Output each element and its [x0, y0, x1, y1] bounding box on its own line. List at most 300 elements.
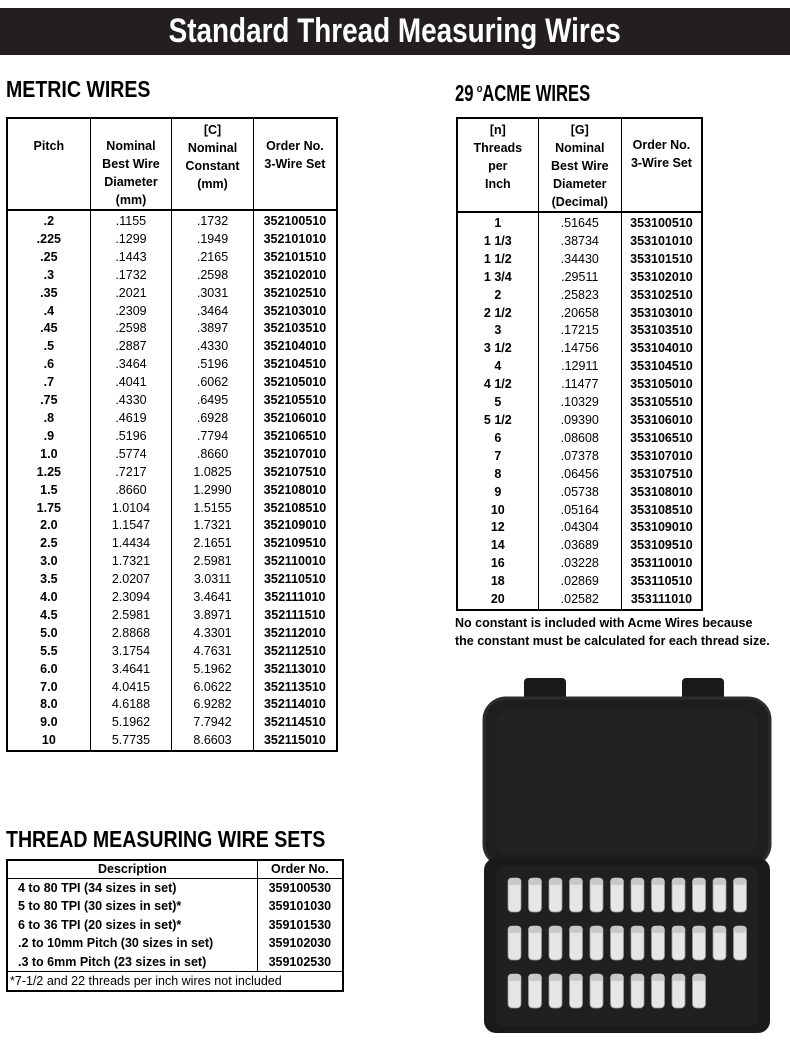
table-row [7, 934, 343, 953]
header-line: Diameter [104, 175, 158, 189]
order-cell: 353104510 [621, 358, 702, 376]
wire-vial-cap [570, 926, 583, 933]
description-cell: .2 to 10mm Pitch (30 sizes in set) [7, 934, 257, 953]
constant-cell: .3897 [172, 320, 254, 338]
order-cell: 353108510 [621, 502, 702, 520]
wire-vial-cap [590, 878, 603, 885]
diameter-cell: 3.4641 [90, 661, 172, 679]
order-cell: 353107510 [621, 466, 702, 484]
order-cell: 352115010 [253, 732, 337, 751]
table-row [7, 953, 343, 972]
header-line: Order No. [266, 139, 324, 153]
pitch-cell: 4.0 [7, 589, 90, 607]
threads-cell: 3 [457, 322, 538, 340]
order-cell: 352114010 [253, 696, 337, 714]
pitch-cell: .225 [7, 231, 90, 249]
diameter-cell: .17215 [538, 322, 621, 340]
wire-vial-cap [508, 974, 521, 981]
wire-vial-cap [734, 926, 747, 933]
threads-cell: 18 [457, 573, 538, 591]
wire-vial-cap [713, 878, 726, 885]
header-line: Nominal [106, 139, 156, 153]
diameter-cell: .02869 [538, 573, 621, 591]
order-cell: 353104010 [621, 340, 702, 358]
threads-cell: 1 1/2 [457, 251, 538, 269]
table-row [457, 305, 702, 323]
header-line: Best Wire [102, 157, 160, 171]
diameter-cell: .1299 [90, 231, 172, 249]
order-cell: 353110010 [621, 555, 702, 573]
table-row [457, 573, 702, 591]
header-line: (mm) [115, 193, 147, 207]
table-row [7, 392, 337, 410]
header-line: (Decimal) [551, 195, 608, 209]
header-line: 3-Wire Set [630, 156, 692, 170]
table-row [7, 589, 337, 607]
threads-cell: 6 [457, 430, 538, 448]
table-row [7, 517, 337, 535]
wire-vial-cap [590, 974, 603, 981]
constant-cell: .5196 [172, 356, 254, 374]
table-row [7, 732, 337, 751]
wire-vial-cap [611, 974, 624, 981]
order-cell: 353111010 [621, 591, 702, 610]
diameter-cell: 1.7321 [90, 553, 172, 571]
diameter-cell: 5.7735 [90, 732, 172, 751]
order-cell: 352111010 [253, 589, 337, 607]
threads-cell: 9 [457, 484, 538, 502]
threads-cell: 14 [457, 537, 538, 555]
constant-cell: .2598 [172, 267, 254, 285]
pitch-cell: 6.0 [7, 661, 90, 679]
table-row [457, 340, 702, 358]
table-row [7, 625, 337, 643]
table-row [457, 537, 702, 555]
diameter-cell: .1732 [90, 267, 172, 285]
diameter-cell: .06456 [538, 466, 621, 484]
diameter-cell: .03228 [538, 555, 621, 573]
order-cell: 353107010 [621, 448, 702, 466]
wire-vial-cap [693, 878, 706, 885]
wire-vial-cap [611, 878, 624, 885]
order-cell: 352107010 [253, 446, 337, 464]
constant-cell: 5.1962 [172, 661, 254, 679]
wire-vial-cap [631, 878, 644, 885]
wire-vial-cap [652, 926, 665, 933]
pitch-cell: 10 [7, 732, 90, 751]
diameter-cell: .07378 [538, 448, 621, 466]
diameter-cell: .1443 [90, 249, 172, 267]
wire-vial-cap [631, 974, 644, 981]
constant-cell: 3.4641 [172, 589, 254, 607]
diameter-cell: 4.6188 [90, 696, 172, 714]
table-row [457, 519, 702, 537]
threads-cell: 10 [457, 502, 538, 520]
diameter-cell: .5774 [90, 446, 172, 464]
table-row [457, 591, 702, 610]
order-cell: 353108010 [621, 484, 702, 502]
constant-cell: 7.7942 [172, 714, 254, 732]
order-cell: 353102010 [621, 269, 702, 287]
threads-cell: 4 [457, 358, 538, 376]
order-cell: 352113010 [253, 661, 337, 679]
order-cell: 352109510 [253, 535, 337, 553]
header-line: Threads [473, 141, 523, 155]
pitch-cell: 8.0 [7, 696, 90, 714]
wire-vial-cap [529, 926, 542, 933]
order-cell: 352110510 [253, 571, 337, 589]
diameter-cell: .08608 [538, 430, 621, 448]
description-cell: 5 to 80 TPI (30 sizes in set)* [7, 897, 257, 916]
pitch-cell: 1.25 [7, 464, 90, 482]
header-line: Nominal [187, 141, 238, 155]
header-line: Order No. [632, 138, 691, 152]
table-row [7, 356, 337, 374]
threads-cell: 20 [457, 591, 538, 610]
order-cell: 353103010 [621, 305, 702, 323]
table-row [457, 394, 702, 412]
diameter-cell: .4619 [90, 410, 172, 428]
table-row [7, 679, 337, 697]
table-row [7, 553, 337, 571]
threads-cell: 1 [457, 212, 538, 233]
acme-wires-table [456, 117, 703, 611]
header-line: Diameter [553, 177, 607, 191]
constant-cell: 1.7321 [172, 517, 254, 535]
header-line: [G] [570, 123, 589, 137]
acme-rows [457, 212, 702, 610]
pitch-cell: .2 [7, 210, 90, 231]
diameter-cell: .1155 [90, 210, 172, 231]
wire-vial-cap [652, 974, 665, 981]
order-cell: 352109010 [253, 517, 337, 535]
pitch-cell: 9.0 [7, 714, 90, 732]
diameter-cell: .8660 [90, 482, 172, 500]
wire-vial-cap [611, 926, 624, 933]
table-row [7, 879, 343, 898]
table-row [7, 338, 337, 356]
pitch-cell: .8 [7, 410, 90, 428]
constant-cell: 1.5155 [172, 500, 254, 518]
wire-vial-cap [693, 974, 706, 981]
order-cell: 352106510 [253, 428, 337, 446]
diameter-cell: 2.5981 [90, 607, 172, 625]
table-row [457, 251, 702, 269]
table-row [457, 502, 702, 520]
sets-footnote: *7-1/2 and 22 threads per inch wires not included [7, 971, 343, 991]
wire-vial-cap [549, 974, 562, 981]
table-row [7, 464, 337, 482]
order-cell: 359102030 [257, 934, 343, 953]
acme-note: No constant is included with Acme Wires because the constant must be calculated for each thread size. [455, 616, 770, 648]
wire-vial-cap [549, 926, 562, 933]
diameter-cell: .5196 [90, 428, 172, 446]
threads-cell: 5 1/2 [457, 412, 538, 430]
table-row [457, 448, 702, 466]
constant-cell: .6928 [172, 410, 254, 428]
table-row [7, 607, 337, 625]
table-row [457, 466, 702, 484]
table-row [7, 446, 337, 464]
order-cell: 352107510 [253, 464, 337, 482]
wire-vial-cap [570, 974, 583, 981]
banner-title: Standard Thread Measuring Wires [168, 12, 622, 50]
constant-cell: 3.0311 [172, 571, 254, 589]
pitch-cell: 1.0 [7, 446, 90, 464]
diameter-cell: 1.1547 [90, 517, 172, 535]
diameter-cell: .04304 [538, 519, 621, 537]
pitch-cell: 7.0 [7, 679, 90, 697]
diameter-cell: 3.1754 [90, 643, 172, 661]
order-cell: 353106010 [621, 412, 702, 430]
table-row [7, 374, 337, 392]
table-row [7, 249, 337, 267]
order-cell: 359100530 [257, 879, 343, 898]
constant-cell: .3464 [172, 303, 254, 321]
constant-cell: 8.6603 [172, 732, 254, 751]
pitch-cell: 1.75 [7, 500, 90, 518]
diameter-cell: .25823 [538, 287, 621, 305]
table-row [7, 897, 343, 916]
constant-cell: .8660 [172, 446, 254, 464]
wire-vial-cap [590, 926, 603, 933]
table-row [7, 571, 337, 589]
wire-vial-cap [549, 878, 562, 885]
wire-vial-cap [693, 926, 706, 933]
threads-cell: 3 1/2 [457, 340, 538, 358]
order-cell: 353100510 [621, 212, 702, 233]
table-row [457, 484, 702, 502]
order-cell: 352112510 [253, 643, 337, 661]
diameter-cell: .10329 [538, 394, 621, 412]
constant-cell: .2165 [172, 249, 254, 267]
pitch-cell: 2.0 [7, 517, 90, 535]
diameter-cell: .4330 [90, 392, 172, 410]
pitch-cell: .3 [7, 267, 90, 285]
order-cell: 353103510 [621, 322, 702, 340]
diameter-cell: .2309 [90, 303, 172, 321]
constant-cell: .1732 [172, 210, 254, 231]
pitch-cell: .6 [7, 356, 90, 374]
diameter-cell: 1.4434 [90, 535, 172, 553]
pitch-cell: 1.5 [7, 482, 90, 500]
diameter-cell: 1.0104 [90, 500, 172, 518]
constant-cell: 2.1651 [172, 535, 254, 553]
table-row [7, 696, 337, 714]
diameter-cell: .3464 [90, 356, 172, 374]
table-row [7, 661, 337, 679]
table-row [7, 267, 337, 285]
header-line: Best Wire [551, 159, 609, 173]
order-cell: 353109510 [621, 537, 702, 555]
header-line: Inch [484, 177, 511, 191]
diameter-cell: .2887 [90, 338, 172, 356]
table-row [7, 231, 337, 249]
order-cell: 352112010 [253, 625, 337, 643]
header-order [253, 118, 337, 210]
table-row [457, 212, 702, 233]
table-row [7, 410, 337, 428]
order-cell: 353102510 [621, 287, 702, 305]
pitch-cell: 2.5 [7, 535, 90, 553]
order-cell: 352103010 [253, 303, 337, 321]
header-order [621, 118, 702, 212]
diameter-cell: .02582 [538, 591, 621, 610]
constant-cell: .7794 [172, 428, 254, 446]
order-cell: 352102510 [253, 285, 337, 303]
order-cell: 352106010 [253, 410, 337, 428]
diameter-cell: .12911 [538, 358, 621, 376]
constant-cell: 3.8971 [172, 607, 254, 625]
order-cell: 352102010 [253, 267, 337, 285]
wire-vial-cap [529, 878, 542, 885]
order-cell: 352111510 [253, 607, 337, 625]
threads-cell: 1 1/3 [457, 233, 538, 251]
diameter-cell: .38734 [538, 233, 621, 251]
constant-cell: 1.2990 [172, 482, 254, 500]
constant-cell: 6.9282 [172, 696, 254, 714]
metric-wires-table [6, 117, 338, 752]
description-cell: 4 to 80 TPI (34 sizes in set) [7, 879, 257, 898]
diameter-cell: .11477 [538, 376, 621, 394]
order-cell: 352101510 [253, 249, 337, 267]
constant-cell: 4.3301 [172, 625, 254, 643]
header-line: 3-Wire Set [264, 157, 326, 171]
order-cell: 359101030 [257, 897, 343, 916]
pitch-cell: 3.5 [7, 571, 90, 589]
order-cell: 353106510 [621, 430, 702, 448]
table-row [7, 320, 337, 338]
threads-cell: 16 [457, 555, 538, 573]
header-threads-per-inch [457, 118, 538, 212]
pitch-cell: .5 [7, 338, 90, 356]
table-row [7, 210, 337, 231]
wire-vial-cap [529, 974, 542, 981]
pitch-cell: 5.5 [7, 643, 90, 661]
table-row [7, 428, 337, 446]
diameter-cell: .03689 [538, 537, 621, 555]
table-row [457, 287, 702, 305]
constant-cell: .3031 [172, 285, 254, 303]
metric-rows [7, 210, 337, 751]
pitch-cell: .25 [7, 249, 90, 267]
pitch-cell: 5.0 [7, 625, 90, 643]
table-row [7, 303, 337, 321]
table-row [7, 714, 337, 732]
diameter-cell: .51645 [538, 212, 621, 233]
header-line: Nominal [555, 141, 605, 155]
diameter-cell: 2.8868 [90, 625, 172, 643]
header-line: [n] [489, 123, 506, 137]
order-cell: 352104010 [253, 338, 337, 356]
diameter-cell: .14756 [538, 340, 621, 358]
diameter-cell: .05738 [538, 484, 621, 502]
acme-section-title: 29 $^o$ACME WIRES [455, 80, 591, 106]
wire-vial-cap [652, 878, 665, 885]
diameter-cell: .2598 [90, 320, 172, 338]
order-cell: 352105010 [253, 374, 337, 392]
threads-cell: 2 1/2 [457, 305, 538, 323]
constant-cell: .4330 [172, 338, 254, 356]
constant-cell: 1.0825 [172, 464, 254, 482]
pitch-cell: .4 [7, 303, 90, 321]
diameter-cell: 2.3094 [90, 589, 172, 607]
description-cell: 6 to 36 TPI (20 sizes in set)* [7, 916, 257, 935]
header-description: Description [7, 860, 257, 879]
threads-cell: 5 [457, 394, 538, 412]
order-cell: 352108510 [253, 500, 337, 518]
diameter-cell: .4041 [90, 374, 172, 392]
table-row [457, 358, 702, 376]
diameter-cell: .20658 [538, 305, 621, 323]
diameter-cell: 2.0207 [90, 571, 172, 589]
pitch-cell: .9 [7, 428, 90, 446]
order-cell: 353109010 [621, 519, 702, 537]
order-cell: 353110510 [621, 573, 702, 591]
threads-cell: 8 [457, 466, 538, 484]
table-row [7, 643, 337, 661]
order-cell: 352100510 [253, 210, 337, 231]
threads-cell: 7 [457, 448, 538, 466]
sets-section-title: THREAD MEASURING WIRE SETS [6, 826, 326, 852]
wire-vial-cap [672, 878, 685, 885]
constant-cell: 2.5981 [172, 553, 254, 571]
order-cell: 353101010 [621, 233, 702, 251]
header-order: Order No. [257, 860, 343, 879]
pitch-cell: 3.0 [7, 553, 90, 571]
wire-vial-cap [734, 878, 747, 885]
page-banner [0, 8, 790, 55]
diameter-cell: 4.0415 [90, 679, 172, 697]
sets-rows [7, 879, 343, 972]
header-line: Constant [185, 159, 240, 173]
case-lid-panel [496, 710, 758, 854]
wire-vial-cap [631, 926, 644, 933]
order-cell: 359102530 [257, 953, 343, 972]
table-row [457, 269, 702, 287]
table-row [7, 535, 337, 553]
order-cell: 352110010 [253, 553, 337, 571]
order-cell: 352114510 [253, 714, 337, 732]
diameter-cell: .29511 [538, 269, 621, 287]
wire-vial-cap [570, 878, 583, 885]
header-line: [C] [203, 123, 222, 137]
diameter-cell: .7217 [90, 464, 172, 482]
order-cell: 352103510 [253, 320, 337, 338]
description-cell: .3 to 6mm Pitch (23 sizes in set) [7, 953, 257, 972]
order-cell: 353101510 [621, 251, 702, 269]
diameter-cell: .09390 [538, 412, 621, 430]
threads-cell: 4 1/2 [457, 376, 538, 394]
table-row [7, 916, 343, 935]
metric-section-title: METRIC WIRES [6, 76, 151, 102]
header-constant [172, 118, 254, 210]
constant-cell: 6.0622 [172, 679, 254, 697]
order-cell: 353105510 [621, 394, 702, 412]
wire-vial-cap [508, 926, 521, 933]
table-row [7, 500, 337, 518]
order-cell: 353105010 [621, 376, 702, 394]
header-pitch: Pitch [7, 118, 90, 210]
wire-sets-table [6, 859, 344, 992]
order-cell: 352113510 [253, 679, 337, 697]
constant-cell: .6495 [172, 392, 254, 410]
diameter-cell: .2021 [90, 285, 172, 303]
diameter-cell: 5.1962 [90, 714, 172, 732]
threads-cell: 2 [457, 287, 538, 305]
wire-vial-cap [508, 878, 521, 885]
order-cell: 352101010 [253, 231, 337, 249]
